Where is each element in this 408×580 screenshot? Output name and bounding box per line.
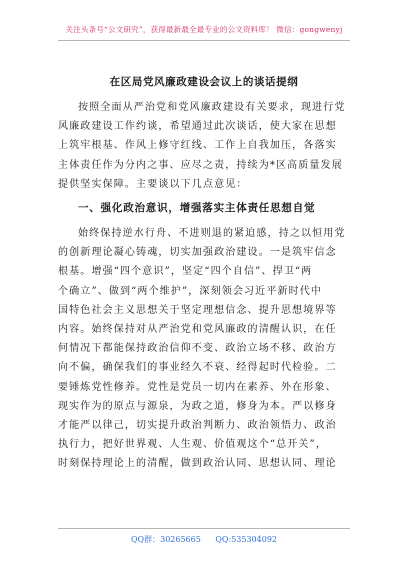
- text-line: 要锤炼党性修养。党性是党员一切内在素养、外在形象、: [58, 381, 337, 393]
- text-line: 国特色社会主义思想关于坚定理想信念、提升思想境界等: [58, 304, 337, 316]
- header-note: 关注头条号“公文研究”，获得最新最全最专业的公文资料库！ 微信：gongwenyj: [65, 25, 343, 34]
- document-title: 在区局党风廉政建设会议上的谈话提纲: [109, 76, 299, 88]
- qq-group-number: QQ群：30265665: [130, 535, 201, 544]
- footer-divider: [58, 528, 350, 529]
- text-line: 提供坚实保障。主要谈以下几点意见：: [58, 178, 248, 190]
- text-line: 上筑牢根基、作风上修守红线、工作上自我加压，各落实: [58, 140, 337, 152]
- text-line: 风廉政建设工作约谈，希望通过此次谈话，使大家在思想: [58, 121, 337, 133]
- intro-paragraph: [58, 98, 350, 194]
- section-heading: 一、强化政治意识，增强落实主体责任思想自觉: [78, 202, 316, 215]
- text-line: 内容。始终保持对从严治党和党风廉政的清醒认识，在任: [58, 324, 337, 336]
- text-line: 始终保持逆水行舟、不进则退的紧迫感，持之以恒用党: [78, 228, 346, 240]
- text-line: 按照全面从严治党和党风廉政建设有关要求，现进行党: [78, 102, 346, 113]
- section-paragraph: [58, 224, 350, 474]
- text-line: 何情况下都能保持政治信仰不变、政治立场不移、政治方: [58, 343, 337, 355]
- text-line: 个确立”、做到“两个维护”，深刻领会习近平新时代中: [58, 285, 323, 297]
- text-line: 时刻保持理论上的清醒，做到政治认同、思想认同、理论: [58, 458, 337, 470]
- document-body: [58, 98, 350, 474]
- text-line: 现实作为的原点与源泉，为政之道，修身为本。严以修身: [58, 400, 337, 412]
- footer-contact: [0, 534, 408, 545]
- text-line: 执行力，把好世界观、人生观、价值观这个“总开关”，: [58, 439, 327, 451]
- text-line: 向不偏，确保我们的事业经久不衰、经得起时代检验。二: [58, 362, 337, 374]
- header-divider: [58, 40, 350, 41]
- text-line: 的创新理论凝心铸魂，切实加强政治建设。一是筑牢信念: [58, 247, 337, 259]
- qq-contact-number: QQ:535304092: [215, 535, 277, 544]
- text-line: 才能严以律己，切实提升政治判断力、政治领悟力、政治: [58, 420, 337, 432]
- text-line: 根基。增强“四个意识”，坚定“四个自信”、捍卫“两: [58, 266, 313, 278]
- text-line: 主体责任作为分内之事、应尽之责，持续为*区高质量发展: [58, 159, 343, 171]
